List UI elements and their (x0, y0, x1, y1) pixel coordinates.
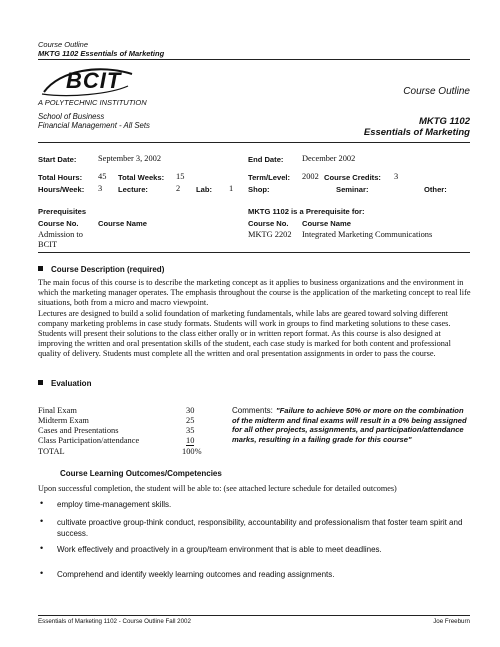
description-paragraph-2: Lectures are designed to build a solid foundation of marketing fundamentals, while labs are geared toward solving different company marketing problems in case study formats. Students will work in groups to find marketing solutions to these cases. Students will present their solutions to the class either orally or in written report format. As this course is also designed at improving the written and oral presentation skills of the student, each case study is marked for both content and professional quality of delivery. Students must complete all the written and oral presentation assignments in order to pass the course. (38, 309, 451, 359)
outcome-item-2: cultivate proactive group-think conduct, responsibility, accountability and professionalism that foster team spirit and success. (57, 518, 463, 538)
outcome-item-1: employ time-management skills. (57, 500, 172, 509)
footer-right: Joe Freeburn (433, 618, 470, 625)
header-rule (38, 59, 470, 60)
eval-value-final: 30 (186, 406, 195, 415)
course-credits-value: 3 (394, 172, 399, 181)
section-bullet-icon (38, 266, 43, 271)
start-date-label: Start Date: (38, 155, 77, 164)
description-heading (38, 265, 164, 274)
eval-comments-label: Comments: (232, 406, 273, 415)
prereq-for-col-name: Course Name (302, 219, 351, 228)
footer-rule (38, 615, 470, 616)
end-date-value: December 2002 (302, 154, 356, 163)
lab-label: Lab: (196, 185, 213, 194)
seminar-label: Seminar: (336, 185, 369, 194)
lecture-value: 2 (176, 184, 181, 193)
prereq-item-no: Admission to BCIT (38, 230, 83, 249)
prereq-for-item-no: MKTG 2202 (248, 230, 292, 239)
eval-label-cases: Cases and Presentations (38, 426, 119, 435)
eval-value-cases: 35 (186, 426, 195, 435)
bcit-logo-text: BCIT (66, 68, 122, 93)
hours-week-label: Hours/Week: (38, 185, 85, 194)
description-heading-text: Course Description (required) (51, 265, 165, 274)
outcome-item-3: Work effectively and proactively in a group/team environment that is able to meet deadlines. (57, 545, 382, 554)
total-weeks-value: 15 (176, 172, 185, 181)
eval-total-value: 100% (182, 447, 202, 456)
running-header-doc-type: Course Outline (38, 40, 89, 49)
course-name: Essentials of Marketing (363, 127, 470, 138)
term-level-label: Term/Level: (248, 173, 291, 182)
logo-tagline: A POLYTECHNIC INSTITUTION (38, 98, 147, 107)
right-title: Course Outline (403, 86, 470, 97)
prereq-rule (38, 252, 470, 253)
total-hours-label: Total Hours: (38, 173, 83, 182)
prereq-title: Prerequisites (38, 207, 87, 216)
school-name: School of Business (38, 112, 105, 121)
prereq-col-name: Course Name (98, 219, 147, 228)
end-date-label: End Date: (248, 155, 284, 164)
title-rule (38, 142, 470, 143)
start-date-value: September 3, 2002 (98, 154, 162, 163)
course-credits-label: Course Credits: (324, 173, 381, 182)
shop-label: Shop: (248, 185, 270, 194)
prereq-for-col-no: Course No. (248, 219, 289, 228)
eval-value-participation: 10 (186, 436, 195, 445)
hours-week-value: 3 (98, 184, 103, 193)
term-level-value: 2002 (302, 172, 319, 181)
evaluation-heading-text: Evaluation (51, 379, 92, 388)
bcit-logo (40, 64, 140, 100)
eval-comments-text: "Failure to achieve 50% or more on the combination of the midterm and final exams will result in a 0% being assigned for all other projects, assignments, and participation/attendance marks, resulting in a failing grade for this course" (232, 406, 467, 444)
lab-value: 1 (229, 184, 234, 193)
prereq-for-title: MKTG 1102 is a Prerequisite for: (248, 207, 365, 216)
total-weeks-label: Total Weeks: (118, 173, 165, 182)
course-code: MKTG 1102 (418, 116, 470, 127)
eval-value-midterm: 25 (186, 416, 195, 425)
eval-label-midterm: Midterm Exam (38, 416, 89, 425)
running-header-course: MKTG 1102 Essentials of Marketing (38, 49, 165, 58)
prereq-col-no: Course No. (38, 219, 79, 228)
evaluation-heading (38, 379, 91, 388)
program-name: Financial Management - All Sets (38, 121, 150, 130)
outcome-bullet-icon: • (40, 568, 44, 578)
lecture-label: Lecture: (118, 185, 148, 194)
total-hours-value: 45 (98, 172, 107, 181)
prereq-for-item-name: Integrated Marketing Communications (302, 230, 433, 239)
eval-label-final: Final Exam (38, 406, 77, 415)
outcome-bullet-icon: • (40, 516, 44, 526)
outcomes-heading: Course Learning Outcomes/Competencies (60, 469, 222, 478)
other-label: Other: (424, 185, 447, 194)
outcome-item-4: Comprehend and identify weekly learning outcomes and reading assignments. (57, 570, 335, 579)
eval-total-label: TOTAL (38, 447, 65, 456)
outcomes-intro: Upon successful completion, the student will be able to: (see attached lecture schedule for detailed outcomes) (38, 484, 397, 493)
eval-label-participation: Class Participation/attendance (38, 436, 140, 445)
footer-left: Essentials of Marketing 1102 - Course Outline Fall 2002 (38, 618, 191, 625)
outcome-bullet-icon: • (40, 498, 44, 508)
outcome-bullet-icon: • (40, 543, 44, 553)
description-paragraph-1: The main focus of this course is to describe the marketing concept as it applies to business organizations and the environment in which the marketing manager operates. The emphasis throughout the course is the application of the marketing concept to real life situations, both from a micro and macro viewpoint. (38, 278, 471, 308)
section-bullet-icon (38, 380, 43, 385)
